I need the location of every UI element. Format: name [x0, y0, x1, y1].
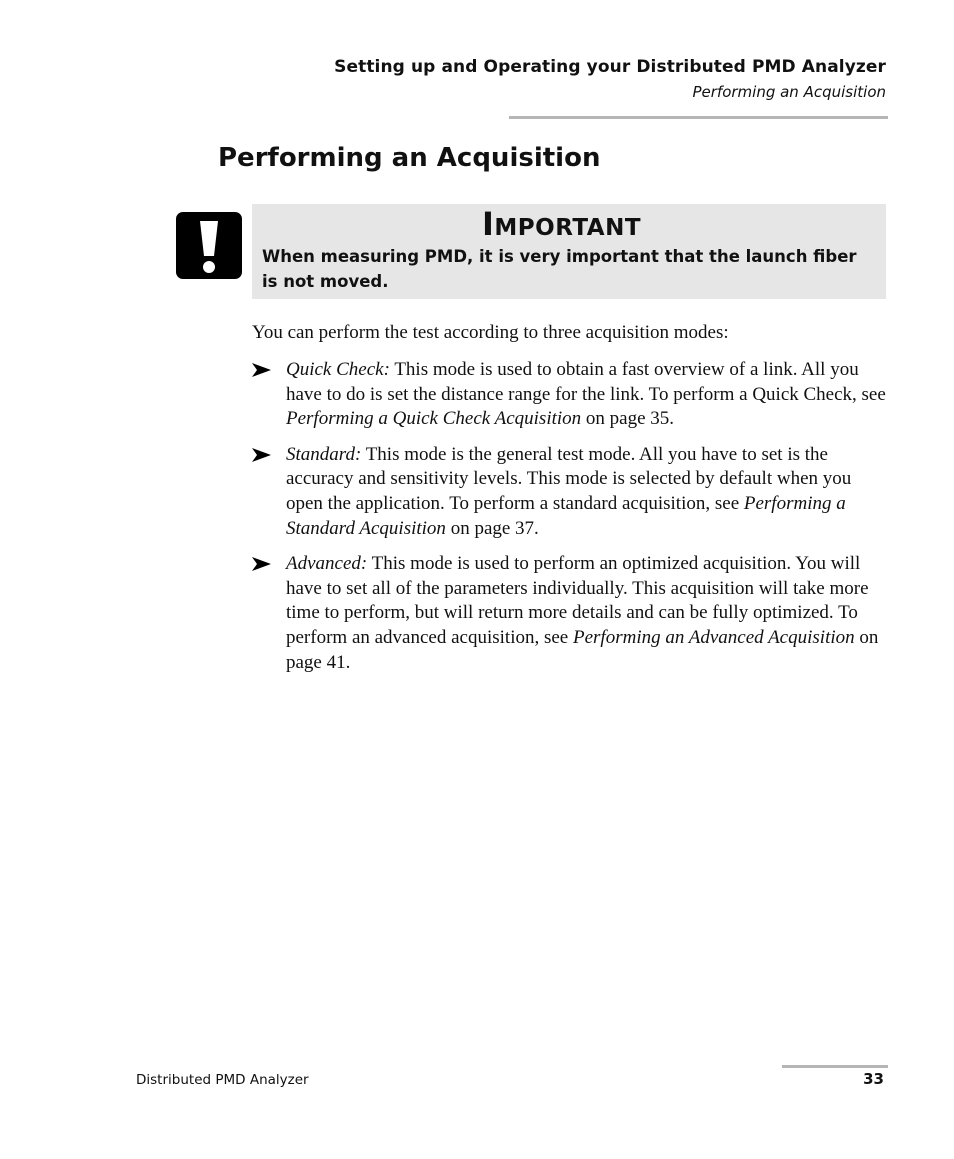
cross-reference: Performing a Quick Check Acquisition [286, 408, 582, 430]
mode-description: This mode is used to obtain a fast overview of a link. All you have to do is set the distance range for the link. To perform a Quick Check, see [286, 359, 886, 405]
page-title: Performing an Acquisition [218, 143, 601, 173]
important-notice [252, 204, 886, 299]
important-heading-initial: I [482, 205, 495, 243]
page-reference: on page 37. [445, 517, 539, 539]
arrow-bullet-icon [252, 363, 271, 377]
footer-rule [782, 1065, 888, 1068]
important-heading-rest: MPORTANT [494, 215, 642, 241]
header-section-title: Performing an Acquisition [692, 83, 886, 101]
important-heading [482, 205, 642, 243]
page-reference: on page 35. [581, 408, 675, 430]
arrow-bullet-icon [252, 557, 271, 571]
mode-term: Advanced: [286, 553, 368, 575]
running-header [334, 57, 886, 101]
arrow-bullet-icon [252, 448, 271, 462]
footer-product-name: Distributed PMD Analyzer [136, 1072, 309, 1088]
list-item [252, 358, 888, 432]
mode-description: This mode is used to perform an optimized acquisition. You will have to set all of the parameters individually. This acquisition will take more time to perform, but will return more details and can be fully optimized. To perform an advanced acquisition, see [286, 553, 869, 648]
mode-term: Standard: [286, 443, 362, 465]
cross-reference: Performing an Advanced Acquisition [573, 626, 855, 648]
mode-term: Quick Check: [286, 359, 390, 380]
important-text: When measuring PMD, it is very important that the launch fiber is not moved. [262, 247, 857, 291]
acquisition-mode-list [252, 358, 888, 686]
page-reference: on page 41. [286, 626, 879, 673]
intro-paragraph: You can perform the test according to three acquisition modes: [252, 322, 729, 343]
list-item [252, 443, 888, 541]
header-chapter-title: Setting up and Operating your Distributed PMD Analyzer [334, 57, 886, 77]
cross-reference: Performing a Standard Acquisition [286, 492, 846, 539]
page-number: 33 [863, 1070, 884, 1088]
mode-description: This mode is the general test mode. All you have to set is the accuracy and sensitivity levels. This mode is selected by default when you open the application. To perform a standard acquisition, see [286, 443, 852, 514]
list-item [252, 552, 888, 675]
exclamation-icon [176, 212, 242, 279]
header-rule [509, 116, 888, 119]
